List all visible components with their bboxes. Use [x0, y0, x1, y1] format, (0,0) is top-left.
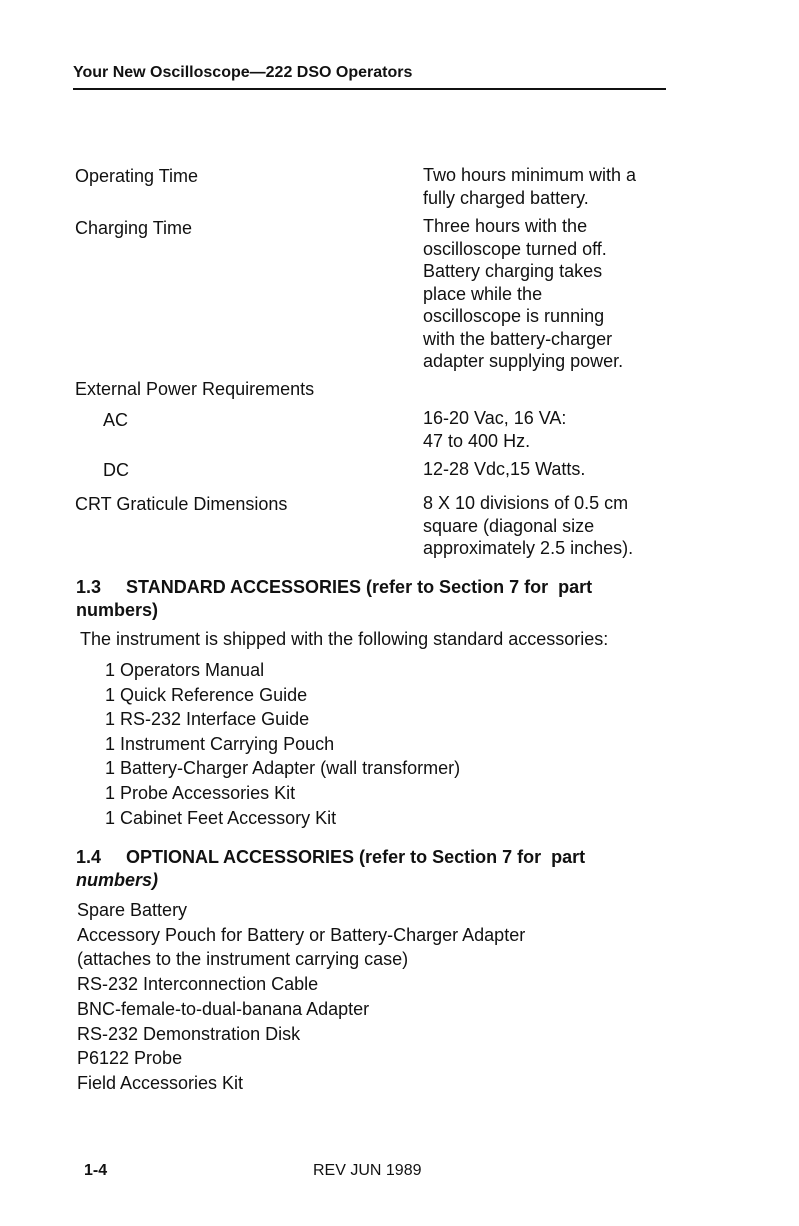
page-number: 1-4 [84, 1162, 108, 1179]
standard-accessories-intro: The instrument is shipped with the following standard accessories: [80, 629, 609, 649]
spec-value-line: 16-20 Vac, 16 VA: [423, 408, 567, 428]
list-item: 1 Probe Accessories Kit [105, 782, 296, 803]
heading-line: 1.4 OPTIONAL ACCESSORIES (refer to Section 7 for part [76, 847, 586, 867]
standard-accessories-heading [76, 576, 592, 622]
optional-accessories-heading [76, 846, 585, 892]
list-item: RS-232 Interconnection Cable [77, 974, 319, 995]
heading-line: numbers) [76, 600, 159, 620]
spec-value-line: 47 to 400 Hz. [423, 430, 531, 451]
spec-value-charging-time [423, 215, 673, 373]
spec-label-charging-time: Charging Time [75, 218, 193, 238]
list-item: RS-232 Demonstration Disk [77, 1023, 301, 1044]
page-header [73, 64, 666, 90]
list-item: 1 RS-232 Interface Guide [105, 709, 310, 730]
spec-value-line: oscilloscope turned off. [423, 238, 607, 259]
spec-value-ac [423, 407, 673, 452]
spec-value-line: oscilloscope is running [423, 306, 605, 326]
header-title: Your New Oscilloscope—222 DSO Operators [73, 64, 413, 81]
spec-label-ac: AC [103, 410, 129, 430]
spec-value-line: place while the [423, 283, 543, 304]
spec-value-line: with the battery-charger [423, 328, 613, 349]
list-item: Field Accessories Kit [77, 1072, 244, 1093]
list-item: Accessory Pouch for Battery or Battery-Charger Adapter [77, 924, 526, 945]
spec-value-line: Three hours with the [423, 216, 588, 236]
list-item: 1 Quick Reference Guide [105, 684, 308, 705]
list-item: P6122 Probe [77, 1048, 183, 1069]
spec-value-line: Two hours minimum with a [423, 165, 637, 185]
list-item: Spare Battery [77, 900, 188, 920]
list-item: 1 Instrument Carrying Pouch [105, 733, 335, 754]
spec-label-operating-time: Operating Time [75, 166, 199, 186]
spec-value-line: fully charged battery. [423, 187, 589, 208]
spec-label-dc: DC [103, 460, 129, 480]
list-item: 1 Operators Manual [105, 660, 265, 680]
heading-line: numbers) [76, 870, 159, 890]
list-item: BNC-female-to-dual-banana Adapter [77, 998, 370, 1019]
list-item: 1 Cabinet Feet Accessory Kit [105, 807, 337, 828]
revision-date: REV JUN 1989 [313, 1162, 422, 1179]
standard-accessories-list [105, 658, 460, 830]
spec-label-external-power: External Power Requirements [75, 379, 315, 399]
list-item: (attaches to the instrument carrying case) [77, 949, 409, 970]
spec-value-line: square (diagonal size [423, 515, 595, 536]
spec-label-crt: CRT Graticule Dimensions [75, 494, 288, 514]
spec-value-line: Battery charging takes [423, 261, 603, 281]
spec-value-dc [423, 458, 673, 481]
spec-value-line: 12-28 Vdc,15 Watts. [423, 459, 586, 479]
spec-value-line: approximately 2.5 inches). [423, 538, 634, 558]
heading-line: 1.3 STANDARD ACCESSORIES (refer to Section 7 for part [76, 577, 593, 597]
spec-value-line: 8 X 10 divisions of 0.5 cm [423, 493, 629, 513]
optional-accessories-list [77, 898, 525, 1096]
spec-value-line: adapter supplying power. [423, 351, 624, 371]
spec-value-crt [423, 492, 673, 560]
list-item: 1 Battery-Charger Adapter (wall transformer) [105, 758, 461, 779]
spec-value-operating-time [423, 164, 673, 209]
